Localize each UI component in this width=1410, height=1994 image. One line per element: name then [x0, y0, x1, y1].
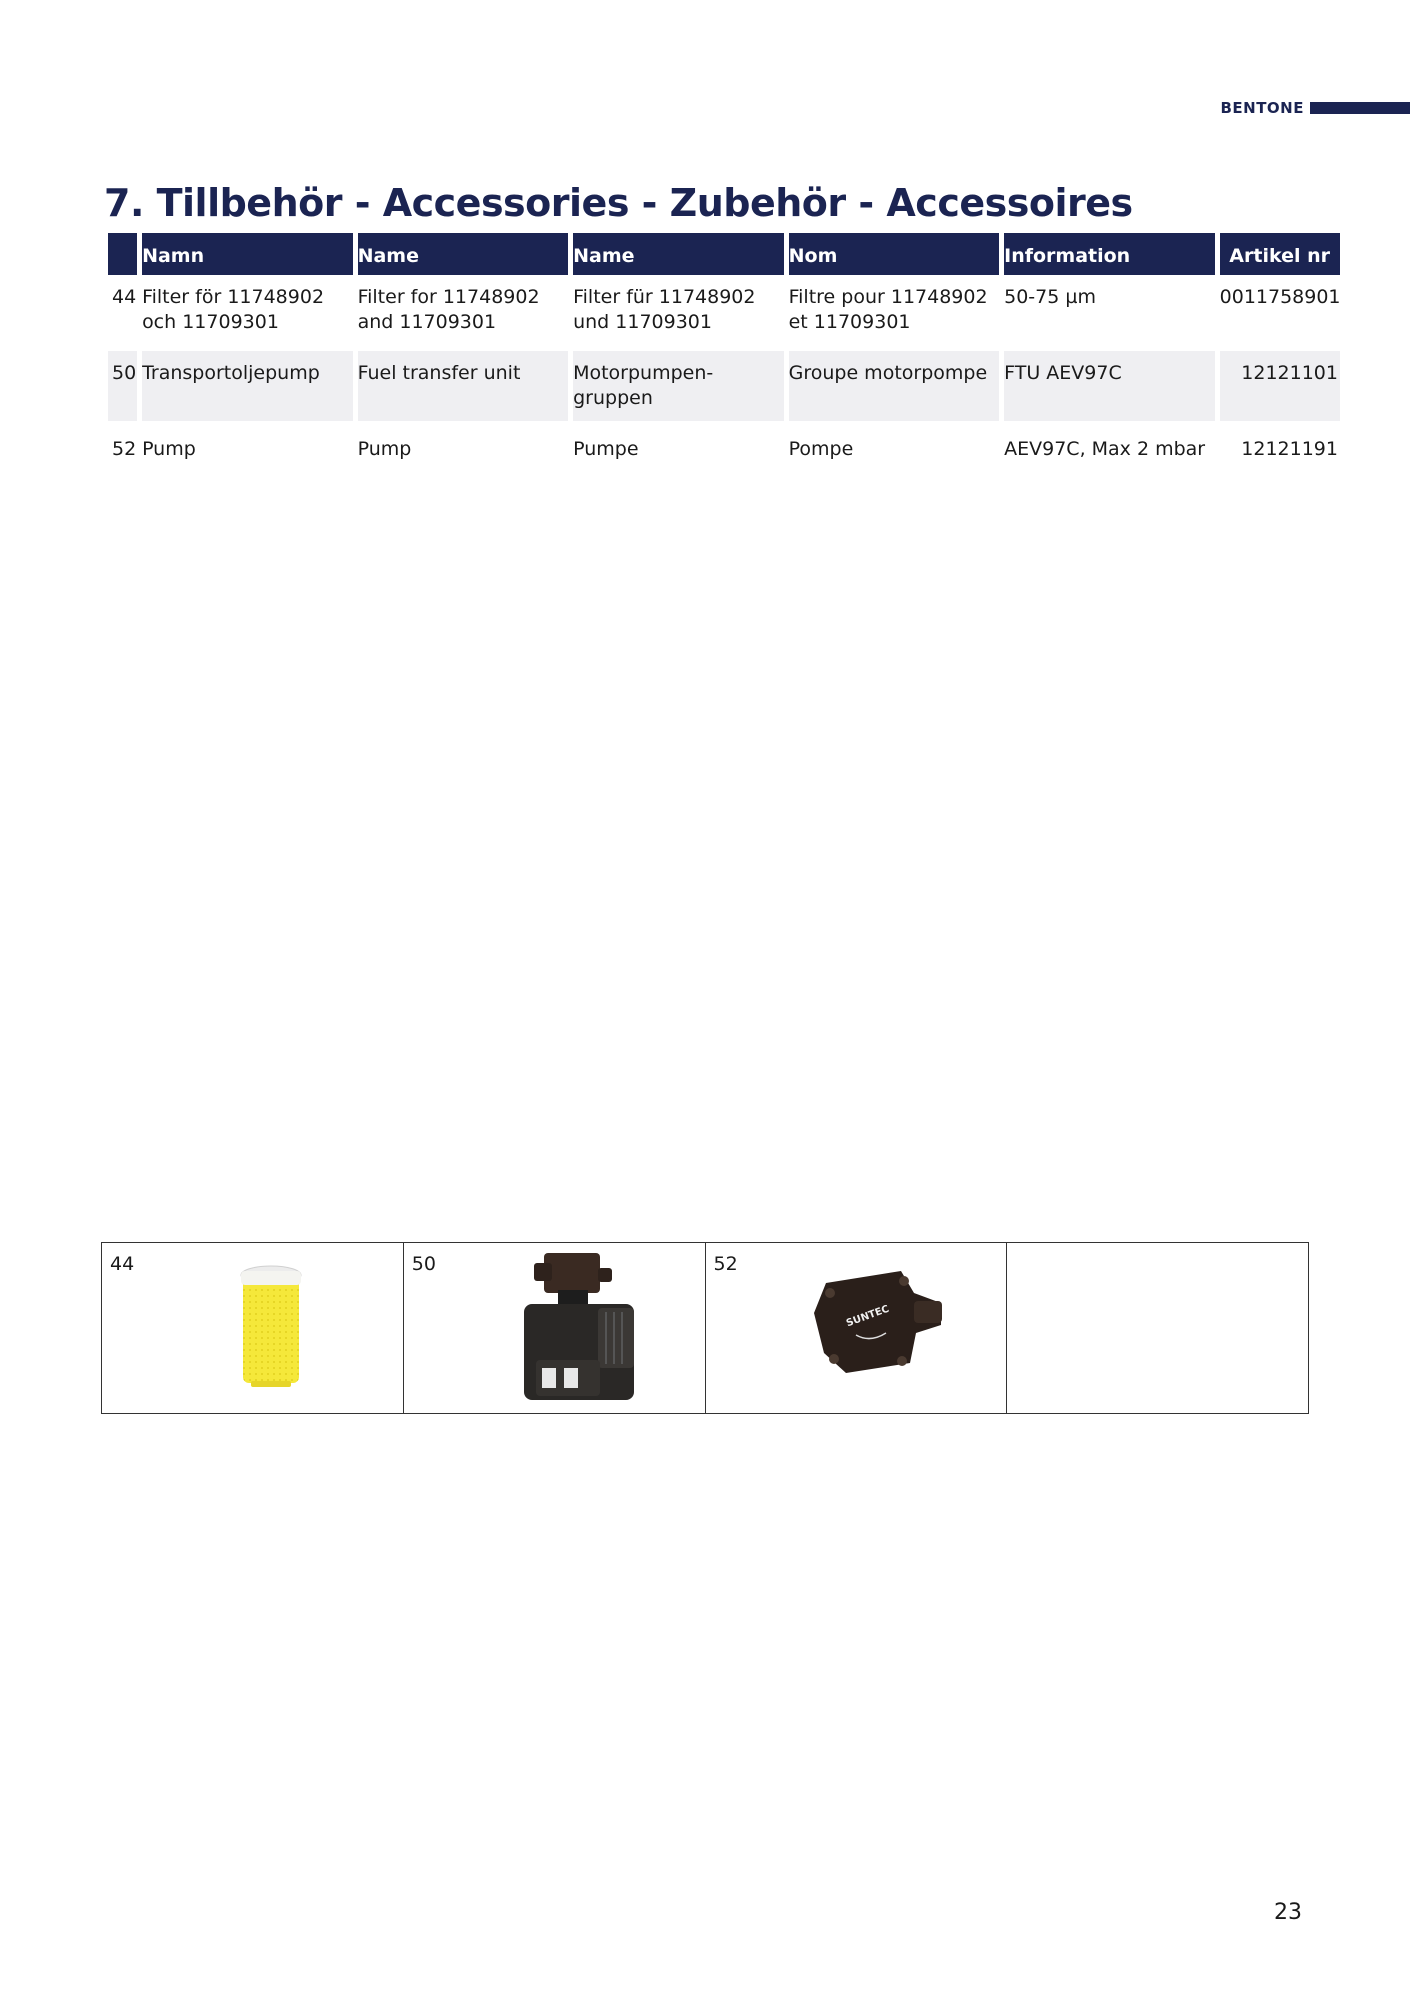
- cell-info: FTU AEV97C: [1004, 351, 1215, 421]
- cell-article: 12121101: [1220, 351, 1340, 421]
- table-row: [108, 351, 1340, 421]
- row-number: 52: [112, 438, 137, 460]
- yellow-filter-image: [235, 1263, 307, 1391]
- brand-header: [1220, 100, 1410, 116]
- header-namn: Namn: [142, 233, 353, 275]
- header-article: Artikel nr: [1220, 233, 1340, 275]
- header-name-en: Name: [358, 233, 569, 275]
- image-cell-empty: [1007, 1243, 1308, 1413]
- cell-article: 0011758901: [1219, 286, 1341, 308]
- cell-fr: Groupe motorpompe: [789, 351, 1000, 421]
- table-row: [108, 427, 1340, 472]
- cell-sv: Filter för 11748902 och 11709301: [142, 286, 325, 333]
- cell-de: Motorpumpen-gruppen: [573, 351, 784, 421]
- image-cell: [706, 1243, 1008, 1413]
- suntec-label: SUNTEC: [844, 1303, 891, 1330]
- image-number: 44: [110, 1253, 135, 1275]
- row-number: 44: [112, 286, 137, 308]
- header-name-de: Name: [573, 233, 784, 275]
- cell-de: Pumpe: [573, 438, 639, 460]
- motor-pump-image: [514, 1248, 644, 1413]
- cell-de: Filter für 11748902 und 11709301: [573, 286, 756, 333]
- image-number: 50: [411, 1253, 436, 1275]
- cell-en: Filter for 11748902 and 11709301: [357, 286, 540, 333]
- table-row: [108, 275, 1340, 345]
- row-number: 50: [108, 351, 137, 421]
- image-cell: [404, 1243, 706, 1413]
- brand-bar: [1310, 102, 1410, 114]
- cell-en: Fuel transfer unit: [358, 351, 569, 421]
- cell-sv: Transportoljepump: [142, 351, 353, 421]
- header-num: [108, 233, 137, 275]
- header-information: Information: [1004, 233, 1215, 275]
- table-header-row: [108, 233, 1340, 275]
- cell-en: Pump: [357, 438, 412, 460]
- section-title: 7. Tillbehör - Accessories - Zubehör - Accessoires: [104, 181, 1133, 225]
- image-cell: [102, 1243, 404, 1413]
- accessories-table: [103, 233, 1345, 472]
- cell-fr: Pompe: [788, 438, 854, 460]
- image-grid: [101, 1242, 1309, 1414]
- page-number: 23: [1274, 1900, 1302, 1925]
- image-number: 52: [713, 1253, 738, 1275]
- cell-sv: Pump: [142, 438, 196, 460]
- suntec-pump-image: [806, 1263, 946, 1378]
- brand-name: BENTONE: [1220, 99, 1304, 117]
- cell-article: 12121191: [1241, 438, 1338, 460]
- header-nom: Nom: [789, 233, 1000, 275]
- cell-info: 50-75 µm: [1004, 286, 1096, 308]
- cell-info: AEV97C, Max 2 mbar: [1004, 438, 1206, 460]
- cell-fr: Filtre pour 11748902 et 11709301: [788, 286, 988, 333]
